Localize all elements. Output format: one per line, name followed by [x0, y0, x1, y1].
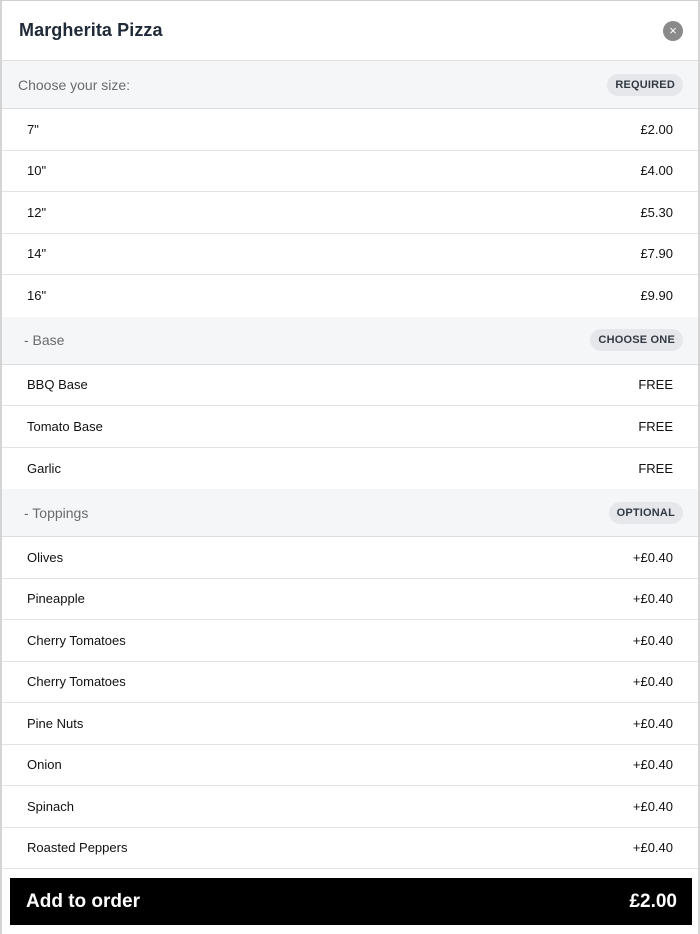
option-price: £7.90	[640, 246, 673, 262]
option-price: FREE	[638, 460, 673, 476]
add-to-order-label: Add to order	[26, 890, 140, 912]
section-label: Choose your size:	[18, 76, 131, 93]
size-option[interactable]	[2, 151, 698, 193]
option-price: £4.00	[640, 163, 673, 179]
option-name: Pine Nuts	[27, 715, 84, 731]
item-title: Margherita Pizza	[19, 20, 163, 40]
section-header-toppings	[2, 489, 698, 537]
option-name: Cherry Tomatoes	[27, 632, 126, 648]
optional-badge: OPTIONAL	[609, 502, 683, 524]
options-list	[2, 61, 698, 869]
topping-option[interactable]	[2, 786, 698, 828]
option-name: Garlic	[27, 460, 61, 476]
topping-option[interactable]	[2, 662, 698, 704]
section-header-base	[2, 317, 698, 365]
choose-one-badge: CHOOSE ONE	[590, 329, 683, 351]
size-option[interactable]	[2, 234, 698, 276]
topping-option[interactable]	[2, 537, 698, 579]
option-name: 16"	[27, 288, 47, 304]
topping-option[interactable]	[2, 620, 698, 662]
section-label: - Base	[24, 332, 65, 348]
base-option[interactable]	[2, 448, 698, 490]
option-name: BBQ Base	[27, 377, 88, 393]
option-price: FREE	[638, 377, 673, 393]
add-to-order-button[interactable]	[10, 878, 692, 925]
option-price: +£0.40	[632, 632, 673, 648]
size-option[interactable]	[2, 275, 698, 317]
option-name: 12"	[27, 204, 47, 220]
order-total-price: £2.00	[629, 890, 677, 912]
option-price: +£0.40	[632, 549, 673, 565]
option-name: 10"	[27, 163, 47, 179]
topping-option[interactable]	[2, 703, 698, 745]
base-option[interactable]	[2, 406, 698, 448]
option-name: Roasted Peppers	[27, 840, 128, 856]
option-name: Onion	[27, 757, 62, 773]
required-badge: REQUIRED	[607, 74, 683, 96]
modal-header	[2, 1, 698, 61]
section-header-size	[2, 61, 698, 109]
option-name: Cherry Tomatoes	[27, 674, 126, 690]
size-option[interactable]	[2, 109, 698, 151]
topping-option[interactable]	[2, 828, 698, 870]
option-price: +£0.40	[632, 798, 673, 814]
option-name: Spinach	[27, 798, 74, 814]
option-name: Pineapple	[27, 591, 85, 607]
option-price: +£0.40	[632, 674, 673, 690]
topping-option[interactable]	[2, 579, 698, 621]
base-option[interactable]	[2, 365, 698, 407]
option-price: +£0.40	[632, 757, 673, 773]
option-price: £9.90	[640, 288, 673, 304]
option-name: 14"	[27, 246, 47, 262]
option-price: +£0.40	[632, 715, 673, 731]
section-label: - Toppings	[24, 504, 89, 521]
option-name: 7"	[27, 121, 39, 137]
close-icon[interactable]: ×	[663, 21, 683, 41]
option-price: £2.00	[640, 121, 673, 137]
size-option[interactable]	[2, 192, 698, 234]
option-price: +£0.40	[632, 840, 673, 856]
option-name: Olives	[27, 549, 64, 565]
option-price: FREE	[638, 418, 673, 434]
option-price: +£0.40	[632, 591, 673, 607]
option-price: £5.30	[640, 204, 673, 220]
option-name: Tomato Base	[27, 418, 103, 434]
topping-option[interactable]	[2, 745, 698, 787]
